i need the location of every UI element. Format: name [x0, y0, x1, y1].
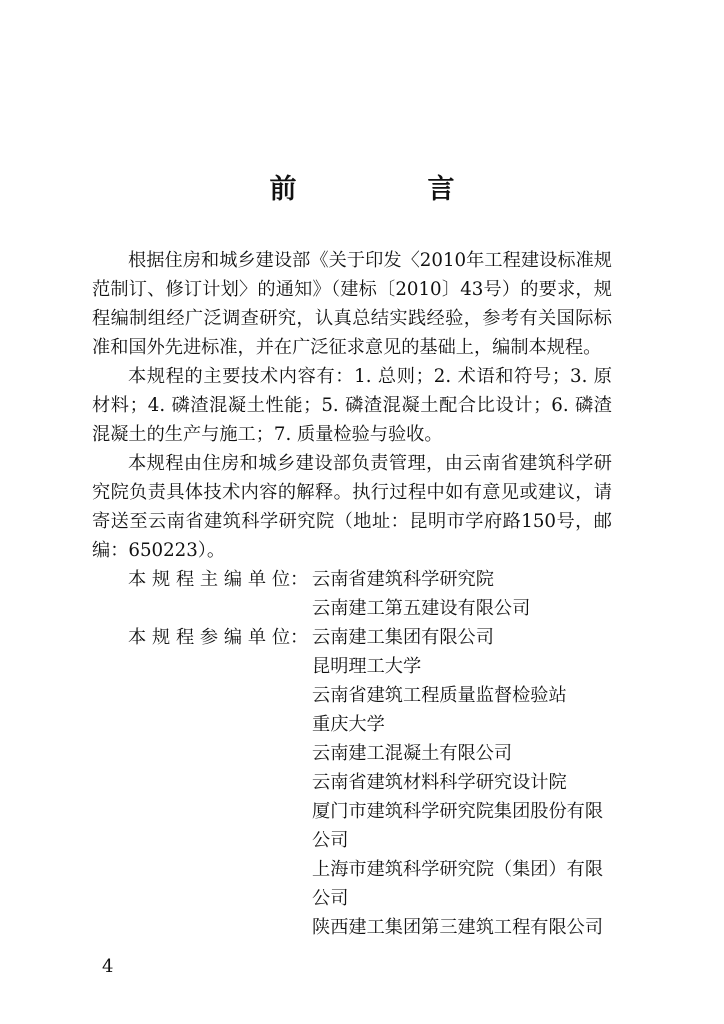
list-item: 重庆大学 — [312, 714, 385, 735]
list-item: 云南建工混凝土有限公司 — [312, 743, 513, 764]
document-body — [92, 246, 612, 942]
list-item: 上海市建筑科学研究院（集团）有限公司 — [312, 859, 604, 909]
list-item: 云南省建筑材料科学研究设计院 — [312, 772, 567, 793]
participating-units-label: 本 规 程 参 编 单 位： — [128, 627, 309, 648]
chief-units-label: 本 规 程 主 编 单 位： — [128, 569, 309, 590]
chief-units-section — [92, 565, 612, 623]
list-item: 云南省建筑科学研究院 — [312, 569, 494, 590]
page-number: 4 — [102, 956, 114, 977]
page-title: 前 言 — [269, 174, 507, 205]
list-item: 云南建工第五建设有限公司 — [312, 598, 531, 619]
list-item: 陕西建工集团第三建筑工程有限公司 — [312, 917, 604, 938]
list-item: 云南建工集团有限公司 — [312, 627, 494, 648]
list-item: 昆明理工大学 — [312, 656, 422, 677]
paragraph-background: 根据住房和城乡建设部《关于印发〈2010年工程建设标准规范制订、修订计划〉的通知》（建标〔2010〕43号）的要求，规程编制组经广泛调查研究，认真总结实践经验，参考有关国际标准和国外先进标准，并在广泛征求意见的基础上，编制本规程。 — [92, 250, 612, 358]
list-item: 厦门市建筑科学研究院集团股份有限公司 — [312, 801, 604, 851]
paragraph-management: 本规程由住房和城乡建设部负责管理，由云南省建筑科学研究院负责具体技术内容的解释。执行过程中如有意见或建议，请寄送至云南省建筑科学研究院（地址：昆明市学府路150号，邮编：650223）。 — [92, 453, 612, 561]
chief-units-list — [312, 565, 612, 623]
participating-units-list — [312, 623, 612, 942]
list-item: 云南省建筑工程质量监督检验站 — [312, 685, 567, 706]
paragraph-technical-contents: 本规程的主要技术内容有：1. 总则；2. 术语和符号；3. 原材料；4. 磷渣混凝土性能；5. 磷渣混凝土配合比设计；6. 磷渣混凝土的生产与施工；7. 质量检验与验收。 — [92, 366, 612, 445]
participating-units-section — [92, 623, 612, 942]
